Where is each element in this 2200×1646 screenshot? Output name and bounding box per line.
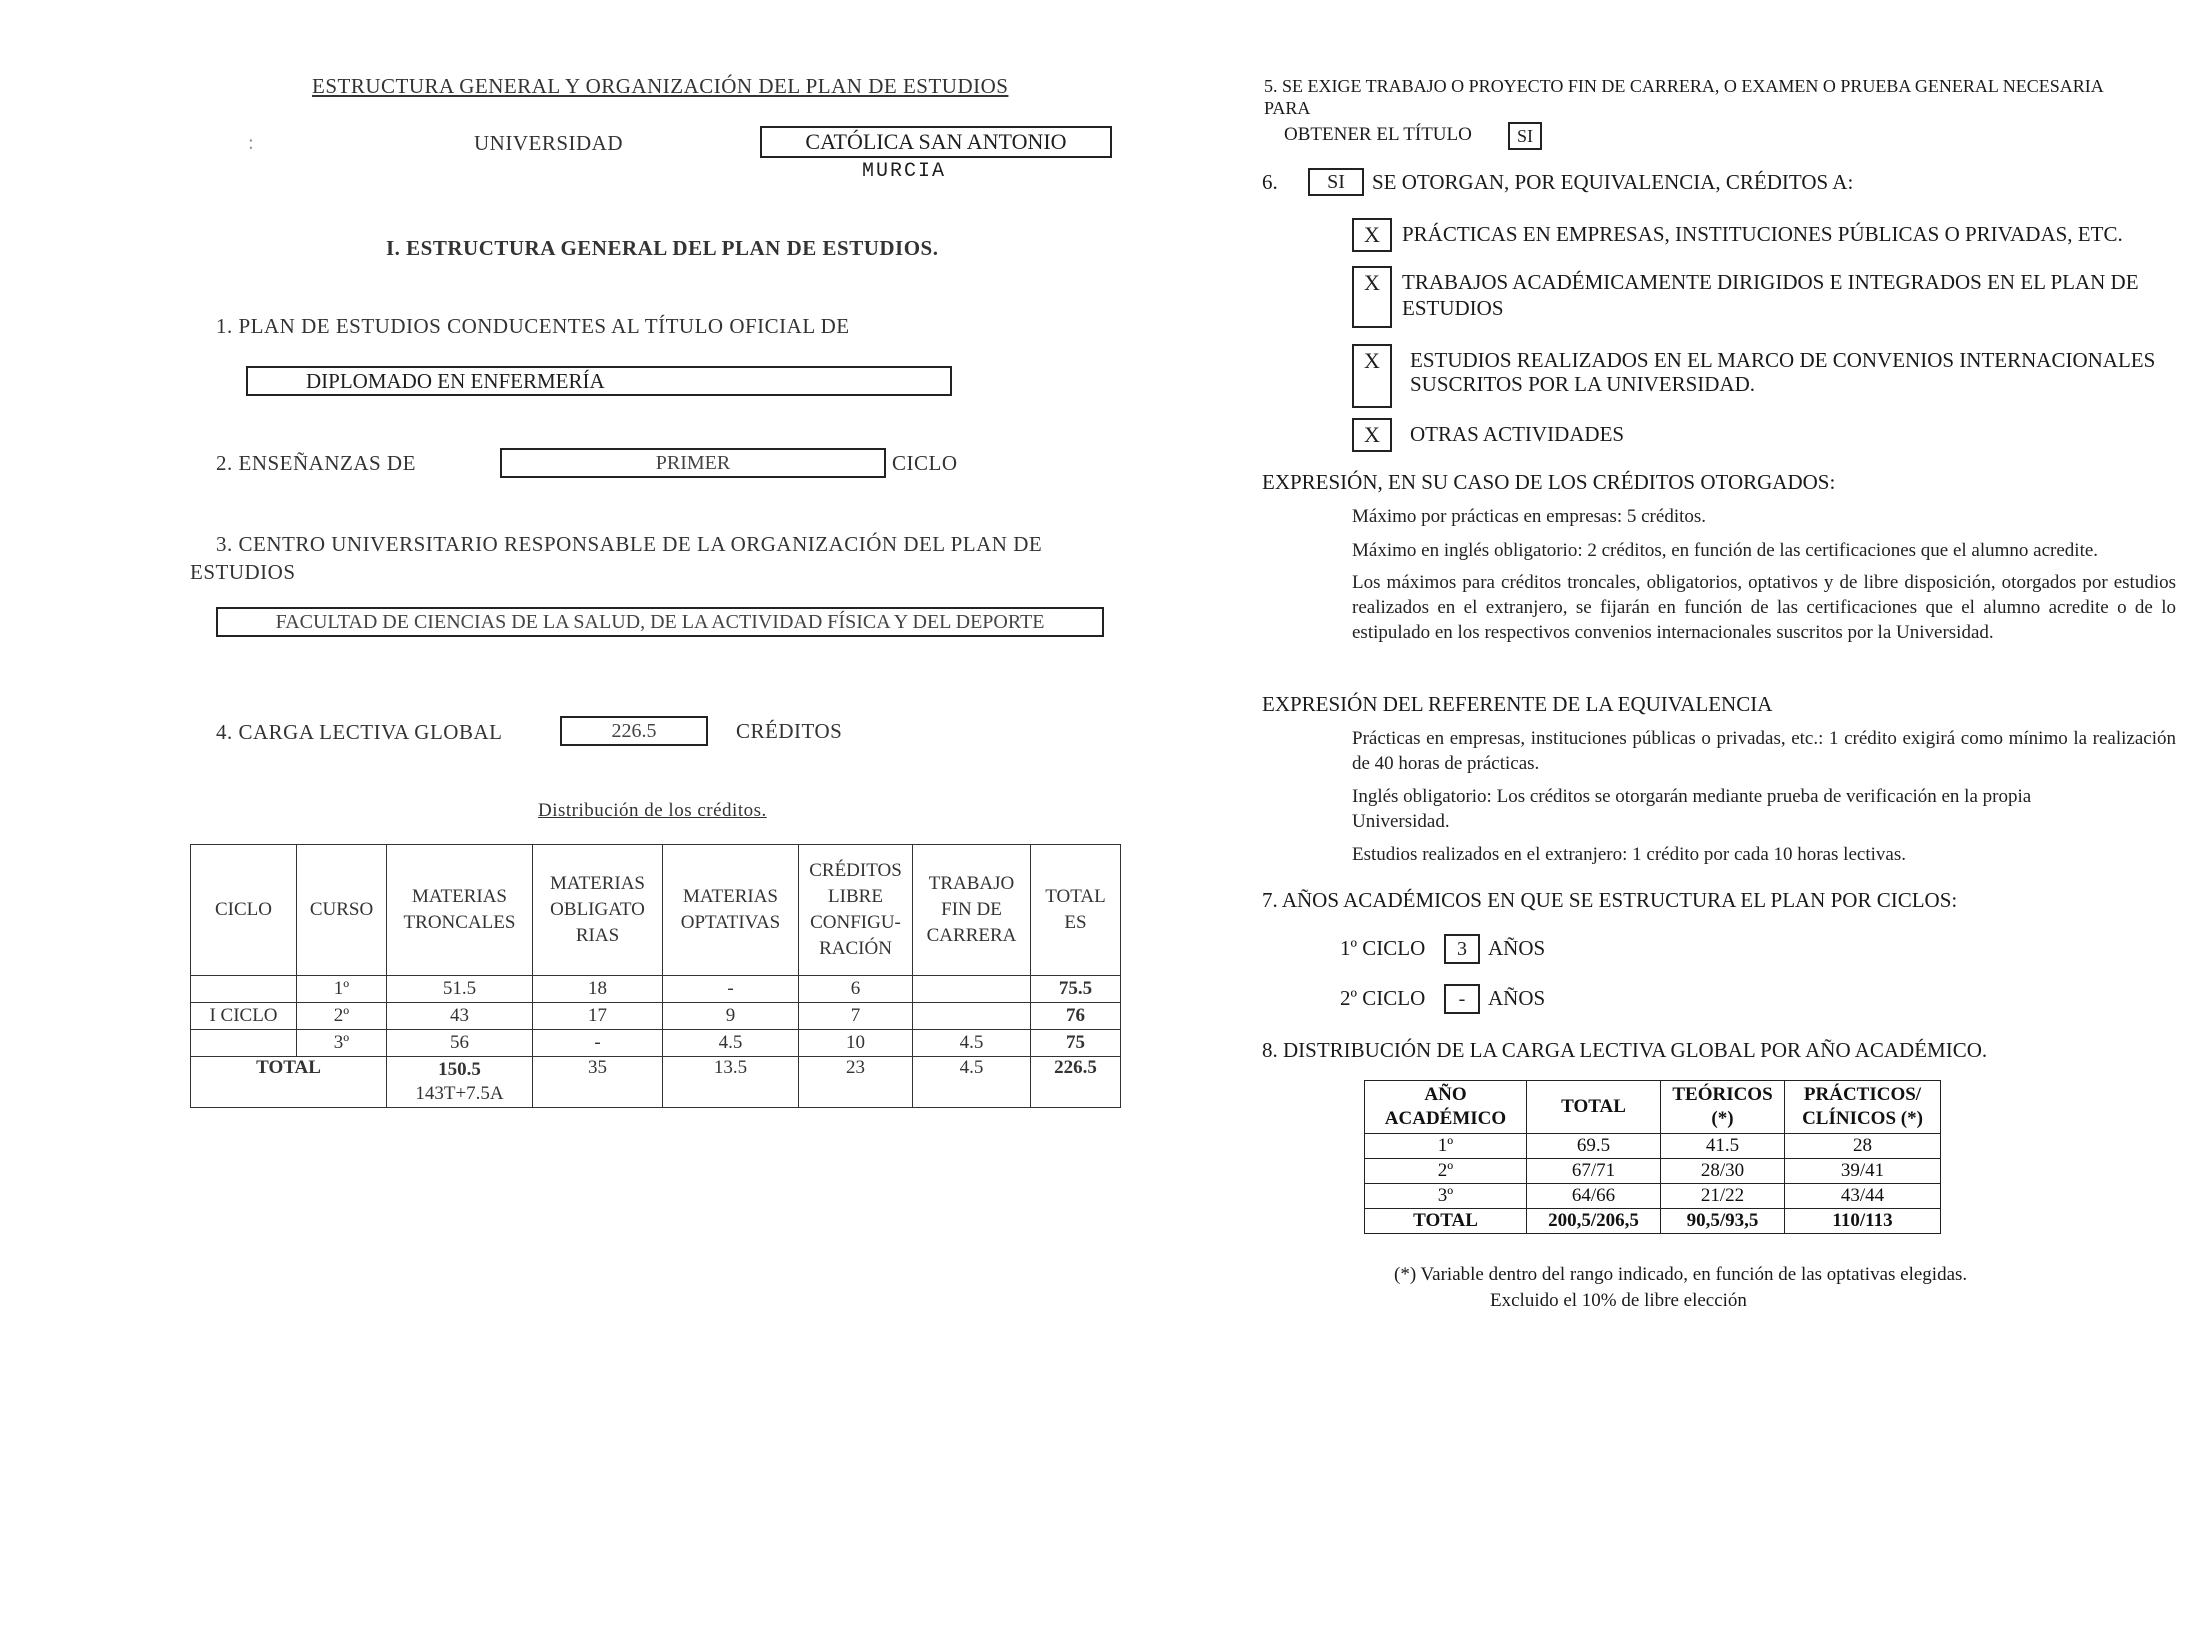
table-cell: 9 [663,1003,799,1030]
option-otras-checkbox[interactable]: X [1352,418,1392,452]
item5-line2: PARA [1264,98,1311,118]
option-trabajos-label-line2: ESTUDIOS [1402,296,1504,320]
header-optativas: MATERIAS OPTATIVAS [663,845,799,976]
table-cell: 3º [297,1030,387,1057]
table-row [191,1003,1121,1030]
header-total: TOTAL [1527,1081,1661,1134]
table-total-row [1365,1209,1941,1234]
item2-value: PRIMER [655,452,731,474]
item3-value: FACULTAD DE CIENCIAS DE LA SALUD, DE LA ACTIVIDAD FÍSICA Y DEL DEPORTE [275,611,1045,633]
item4-value-box [560,716,708,746]
section-title: I. ESTRUCTURA GENERAL DEL PLAN DE ESTUDIOS. [386,236,939,260]
total-label: TOTAL [191,1057,387,1108]
expression-line-2: Máximo en inglés obligatorio: 2 créditos, en función de las certificaciones que el alumno acredite. [1352,540,2099,561]
footnote-1: (*) Variable dentro del rango indicado, en función de las optativas elegidas. [1394,1264,1968,1285]
header-practicos: PRÁCTICOS/ CLÍNICOS (*) [1785,1081,1941,1134]
header-curso: CURSO [297,845,387,976]
item6-label: SE OTORGAN, POR EQUIVALENCIA, CRÉDITOS A: [1372,170,1854,194]
option-estudios-label-line1: ESTUDIOS REALIZADOS EN EL MARCO DE CONVENIOS INTERNACIONALES [1410,348,2156,372]
table-cell: 2º [297,1003,387,1030]
referent-line-1: Prácticas en empresas, instituciones públicas o privadas, etc.: 1 crédito exigirá como mínimo la realización de 40 horas de prácticas. [1352,728,2176,774]
header-ciclo: CICLO [191,845,297,976]
table-row [1365,1134,1941,1159]
item1-value: DIPLOMADO EN ENFERMERÍA [306,369,605,393]
table-cell [191,1030,297,1057]
universidad-city: MURCIA [862,160,947,183]
total-trabajo-fin: 4.5 [913,1057,1031,1108]
table-cell [913,976,1031,1003]
item5-value: SI [1516,126,1533,146]
option-estudios-label-line2: SUSCRITOS POR LA UNIVERSIDAD. [1410,372,1756,396]
item1-value-box [246,366,952,396]
table-cell: 43 [387,1003,533,1030]
table-cell: 76 [1031,1003,1121,1030]
academic-year-table [1364,1080,1941,1234]
header-totales: TOTAL ES [1031,845,1121,976]
total-troncales-value: 150.5 [438,1059,481,1080]
referent-line-2: Inglés obligatorio: Los créditos se otorgarán mediante prueba de verificación en la propia Universidad. [1352,786,2032,832]
ciclo1-anos: AÑOS [1488,936,1546,960]
table-header-row [1365,1081,1941,1134]
table-cell: I CICLO [191,1003,297,1030]
item1-label: 1. PLAN DE ESTUDIOS CONDUCENTES AL TÍTULO OFICIAL DE [216,314,850,338]
table-cell: 28/30 [1661,1159,1785,1184]
item6-value: SI [1327,171,1345,193]
item4-suffix: CRÉDITOS [736,719,843,743]
item4-label: 4. CARGA LECTIVA GLOBAL [216,720,503,744]
option-trabajos-mark: X [1364,270,1380,295]
item8-label: 8. DISTRIBUCIÓN DE LA CARGA LECTIVA GLOBAL POR AÑO ACADÉMICO. [1262,1038,1988,1062]
item5-line3: OBTENER EL TÍTULO [1284,124,1472,145]
header-ano: AÑO ACADÉMICO [1365,1081,1527,1134]
table-cell: 39/41 [1785,1159,1941,1184]
table-header-row [191,845,1121,976]
universidad-label: UNIVERSIDAD [474,131,623,155]
option-estudios-mark: X [1364,348,1380,373]
item7-label: 7. AÑOS ACADÉMICOS EN QUE SE ESTRUCTURA EL PLAN POR CICLOS: [1262,888,1958,912]
option-otras-label: OTRAS ACTIVIDADES [1410,422,1625,446]
option-estudios-checkbox[interactable] [1352,344,1392,408]
universidad-value: CATÓLICA SAN ANTONIO [805,129,1067,154]
total-optativas: 13.5 [663,1057,799,1108]
total-troncales [387,1057,533,1108]
table-cell: 7 [799,1003,913,1030]
table-cell: 64/66 [1527,1184,1661,1209]
table-row [1365,1184,1941,1209]
table-cell: 2º [1365,1159,1527,1184]
ciclo2-anos: AÑOS [1488,986,1546,1010]
table-row [191,976,1121,1003]
table-cell: 200,5/206,5 [1527,1209,1661,1234]
ciclo2-value-box [1444,984,1480,1014]
item6-number: 6. [1262,170,1278,194]
table-cell: 17 [533,1003,663,1030]
table-row [1365,1159,1941,1184]
table-cell: 10 [799,1030,913,1057]
stray-mark: : [248,130,255,154]
ciclo1-label: 1º CICLO [1340,936,1426,960]
table-cell: 43/44 [1785,1184,1941,1209]
table-cell: 1º [297,976,387,1003]
expression-line-3: Los máximos para créditos troncales, obligatorios, optativos y de libre disposición, otorgados por estudios realizados en el extranjero, se fijarán en función de las certificaciones que el alumno acredite o de lo estipulado en los respectivos convenios internacionales suscritos por la Universidad. [1352,572,2176,643]
table-cell: 4.5 [663,1030,799,1057]
table-cell: TOTAL [1365,1209,1527,1234]
table-cell: 21/22 [1661,1184,1785,1209]
total-libre-config: 23 [799,1057,913,1108]
option-practicas-label: PRÁCTICAS EN EMPRESAS, INSTITUCIONES PÚBLICAS O PRIVADAS, ETC. [1402,222,2123,246]
header-libre-config: CRÉDITOS LIBRE CONFIGU- RACIÓN [799,845,913,976]
table-cell [191,976,297,1003]
table-cell: 4.5 [913,1030,1031,1057]
table-cell: 69.5 [1527,1134,1661,1159]
header-troncales: MATERIAS TRONCALES [387,845,533,976]
option-trabajos-checkbox[interactable] [1352,266,1392,328]
ciclo1-value-box [1444,934,1480,964]
item5-line1: 5. SE EXIGE TRABAJO O PROYECTO FIN DE CARRERA, O EXAMEN O PRUEBA GENERAL NECESARIA [1264,76,2104,96]
footnote-2: Excluido el 10% de libre elección [1490,1290,1747,1311]
item4-value: 226.5 [611,720,657,742]
item3-value-box [216,607,1104,637]
page-heading: ESTRUCTURA GENERAL Y ORGANIZACIÓN DEL PLAN DE ESTUDIOS [312,74,1009,98]
table-cell: 28 [1785,1134,1941,1159]
option-trabajos-label-line1: TRABAJOS ACADÉMICAMENTE DIRIGIDOS E INTEGRADOS EN EL PLAN DE [1402,270,2139,294]
table-cell: 3º [1365,1184,1527,1209]
header-trabajo-fin: TRABAJO FIN DE CARRERA [913,845,1031,976]
table-cell [913,1003,1031,1030]
referent-line-3: Estudios realizados en el extranjero: 1 crédito por cada 10 horas lectivas. [1352,844,1906,865]
table-cell: 110/113 [1785,1209,1941,1234]
distribution-title: Distribución de los créditos. [538,800,767,821]
item2-label: 2. ENSEÑANZAS DE [216,451,416,475]
item2-value-box [500,448,886,478]
expression-title: EXPRESIÓN, EN SU CASO DE LOS CRÉDITOS OTORGADOS: [1262,470,1836,494]
ciclo2-label: 2º CICLO [1340,986,1426,1010]
table-cell: 6 [799,976,913,1003]
item5-value-box [1508,122,1542,150]
option-practicas-checkbox[interactable]: X [1352,218,1392,252]
universidad-value-box [760,126,1112,158]
table-cell: 18 [533,976,663,1003]
table-cell: 67/71 [1527,1159,1661,1184]
table-cell: 56 [387,1030,533,1057]
referent-title: EXPRESIÓN DEL REFERENTE DE LA EQUIVALENCIA [1262,692,1773,716]
item3-label-line1: 3. CENTRO UNIVERSITARIO RESPONSABLE DE LA ORGANIZACIÓN DEL PLAN DE [216,532,1043,556]
table-cell: 41.5 [1661,1134,1785,1159]
credits-distribution-table [190,844,1121,1108]
header-obligatorias: MATERIAS OBLIGATO RIAS [533,845,663,976]
item3-label-line2: ESTUDIOS [190,560,296,584]
ciclo2-value: - [1458,988,1466,1010]
table-total-row [191,1057,1121,1108]
item2-suffix: CICLO [892,451,958,475]
header-teoricos: TEÓRICOS (*) [1661,1081,1785,1134]
table-cell: 1º [1365,1134,1527,1159]
ciclo1-value: 3 [1457,938,1467,960]
total-obligatorias: 35 [533,1057,663,1108]
table-cell: 90,5/93,5 [1661,1209,1785,1234]
table-cell: - [533,1030,663,1057]
table-cell: 75.5 [1031,976,1121,1003]
table-row [191,1030,1121,1057]
total-totales: 226.5 [1031,1057,1121,1108]
total-troncales-detail: 143T+7.5A [415,1083,504,1104]
expression-line-1: Máximo por prácticas en empresas: 5 créditos. [1352,506,1707,527]
table-cell: 75 [1031,1030,1121,1057]
item6-value-box [1308,168,1364,196]
table-cell: 51.5 [387,976,533,1003]
table-cell: - [663,976,799,1003]
